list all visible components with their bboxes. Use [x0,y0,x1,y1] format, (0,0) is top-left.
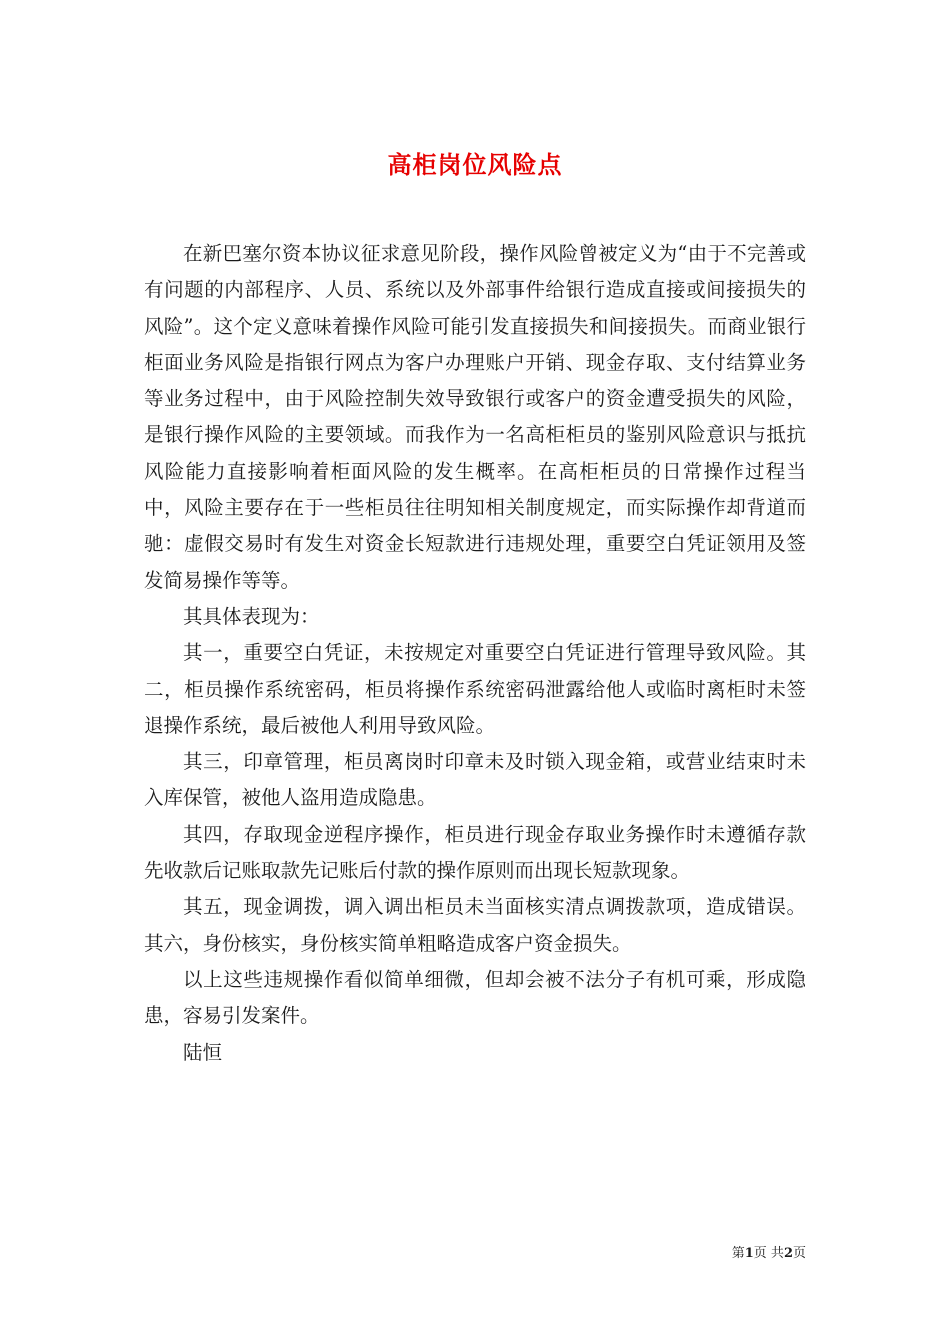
paragraph-summary: 其具体表现为： [183,604,320,628]
author-name: 陆恒 [183,1040,223,1064]
footer-prefix: 第 [731,1246,745,1261]
paragraph-items-5-6: 其五，现金调拨，调入调出柜员未当面核实清点调拨款项，造成错误。其六，身份核实，身份核实简单粗略造成客户资金损失。 [144,895,806,955]
paragraph-item-3: 其三，印章管理，柜员离岗时印章未及时锁入现金箱，或营业结束时未入库保管，被他人盗用造成隐患。 [144,750,806,810]
current-page-number: 1 [744,1246,754,1261]
paragraph-intro: 在新巴塞尔资本协议征求意见阶段，操作风险曾被定义为“由于不完善或有问题的内部程序、人员、系统以及外部事件给银行造成直接或间接损失的风险”。这个定义意味着操作风险可能引发直接损失和间接损失。而商业银行柜面业务风险是指银行网点为客户办理账户开销、现金存取、支付结算业务等业务过程中，由于风险控制失效导致银行或客户的资金遭受损失的风险，是银行操作风险的主要领域。而我作为一名高柜柜员的鉴别风险意识与抵抗风险能力直接影响着柜面风险的发生概率。在高柜柜员的日常操作过程当中，风险主要存在于一些柜员往往明知相关制度规定，而实际操作却背道而驰：虚假交易时有发生对资金长短款进行违规处理，重要空白凭证领用及签发简易操作等等。 [144,242,806,592]
document-title: 高柜岗位风险点 [387,150,563,180]
footer-suffix: 页 [792,1246,806,1261]
document-body [144,236,806,1071]
paragraph-items-1-2: 其一，重要空白凭证，未按规定对重要空白凭证进行管理导致风险。其二，柜员操作系统密码，柜员将操作系统密码泄露给他人或临时离柜时未签退操作系统，最后被他人利用导致风险。 [144,641,806,737]
paragraph-conclusion: 以上这些违规操作看似简单细微，但却会被不法分子有机可乘，形成隐患，容易引发案件。 [144,967,806,1028]
page-number-footer [660,1245,806,1263]
total-page-number: 2 [783,1246,793,1261]
paragraph-item-4: 其四，存取现金逆程序操作，柜员进行现金存取业务操作时未遵循存款先收款后记账取款先记账后付款的操作原则而出现长短款现象。 [144,822,806,883]
footer-mid: 页 共 [753,1246,784,1261]
